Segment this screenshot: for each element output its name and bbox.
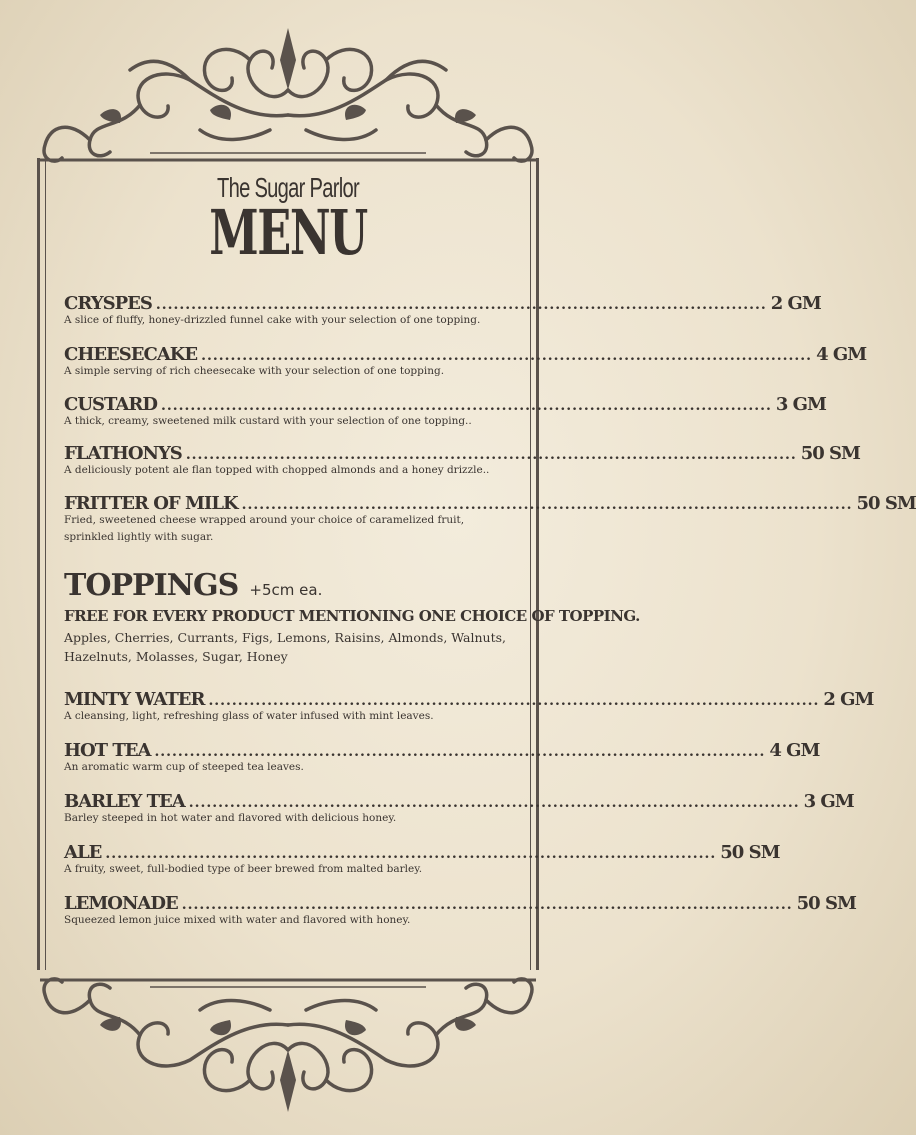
menu-item [64, 344, 867, 380]
toppings-free-note: FREE FOR EVERY PRODUCT MENTIONING ONE CHOICE OF TOPPING. [64, 607, 640, 625]
toppings-heading [64, 568, 514, 603]
item-price: 3 GM [775, 394, 826, 415]
menu-item [64, 493, 916, 546]
leader-dots [208, 693, 819, 709]
leader-dots [189, 795, 800, 811]
item-description: A thick, creamy, sweetened milk custard with your selection of one topping.. [64, 415, 472, 427]
frame-left-inner [45, 158, 46, 970]
frame-left-outer [37, 158, 40, 970]
item-price: 50 SM [796, 893, 856, 914]
item-name: CHEESECAKE [64, 344, 198, 365]
toppings-price: +5cm ea. [249, 581, 323, 599]
item-name: LEMONADE [64, 893, 178, 914]
item-price: 50 SM [800, 443, 860, 464]
item-description: A fruity, sweet, full-bodied type of beer brewed from malted barley. [64, 863, 423, 875]
bottom-ornament [0, 970, 576, 1120]
item-price: 2 GM [770, 293, 821, 314]
item-name: BARLEY TEA [64, 791, 185, 812]
item-price: 3 GM [803, 791, 854, 812]
leader-dots [182, 897, 793, 913]
item-price: 50 SM [720, 842, 780, 863]
menu-item [64, 689, 874, 725]
menu-item [64, 293, 821, 329]
toppings-list-line1: Apples, Cherries, Currants, Figs, Lemons, Raisins, Almonds, Walnuts, [64, 630, 506, 645]
item-name: ALE [64, 842, 102, 863]
menu-title: MENU [209, 196, 367, 269]
menu-item [64, 443, 860, 479]
leader-dots [161, 398, 772, 414]
leader-dots [186, 447, 797, 463]
item-description: Squeezed lemon juice mixed with water and flavored with honey. [64, 914, 411, 926]
leader-dots [156, 297, 767, 313]
leader-dots [154, 744, 765, 760]
item-description: A deliciously potent ale flan topped with chopped almonds and a honey drizzle.. [64, 464, 490, 476]
top-ornament [0, 20, 576, 170]
item-description: An aromatic warm cup of steeped tea leaves. [64, 761, 304, 773]
item-price: 4 GM [769, 740, 820, 761]
item-description-line1: Fried, sweetened cheese wrapped around your choice of caramelized fruit, [64, 514, 465, 526]
item-name: CRYSPES [64, 293, 152, 314]
leader-dots [242, 497, 853, 513]
item-description: A simple serving of rich cheesecake with your selection of one topping. [64, 365, 445, 377]
item-name: FRITTER OF MILK [64, 493, 238, 514]
menu-item [64, 740, 820, 776]
item-description: Barley steeped in hot water and flavored with delicious honey. [64, 812, 397, 824]
toppings-list-line2: Hazelnuts, Molasses, Sugar, Honey [64, 649, 288, 664]
item-price: 50 SM [856, 493, 916, 514]
leader-dots [201, 348, 812, 364]
brand-name: The Sugar Parlor [217, 172, 359, 203]
item-name: HOT TEA [64, 740, 151, 761]
menu-item [64, 842, 780, 878]
item-description: A cleansing, light, refreshing glass of water infused with mint leaves. [64, 710, 434, 722]
item-name: FLATHONYS [64, 443, 182, 464]
item-name: CUSTARD [64, 394, 157, 415]
item-price: 4 GM [816, 344, 867, 365]
menu-item [64, 394, 826, 430]
item-price: 2 GM [823, 689, 874, 710]
item-description: A slice of fluffy, honey-drizzled funnel cake with your selection of one topping. [64, 314, 481, 326]
toppings-list [64, 628, 514, 666]
leader-dots [105, 846, 716, 862]
item-name: MINTY WATER [64, 689, 205, 710]
menu-item [64, 791, 854, 827]
item-description-line2: sprinkled lightly with sugar. [64, 531, 214, 543]
toppings-title: TOPPINGS [64, 568, 239, 603]
menu-item [64, 893, 856, 929]
